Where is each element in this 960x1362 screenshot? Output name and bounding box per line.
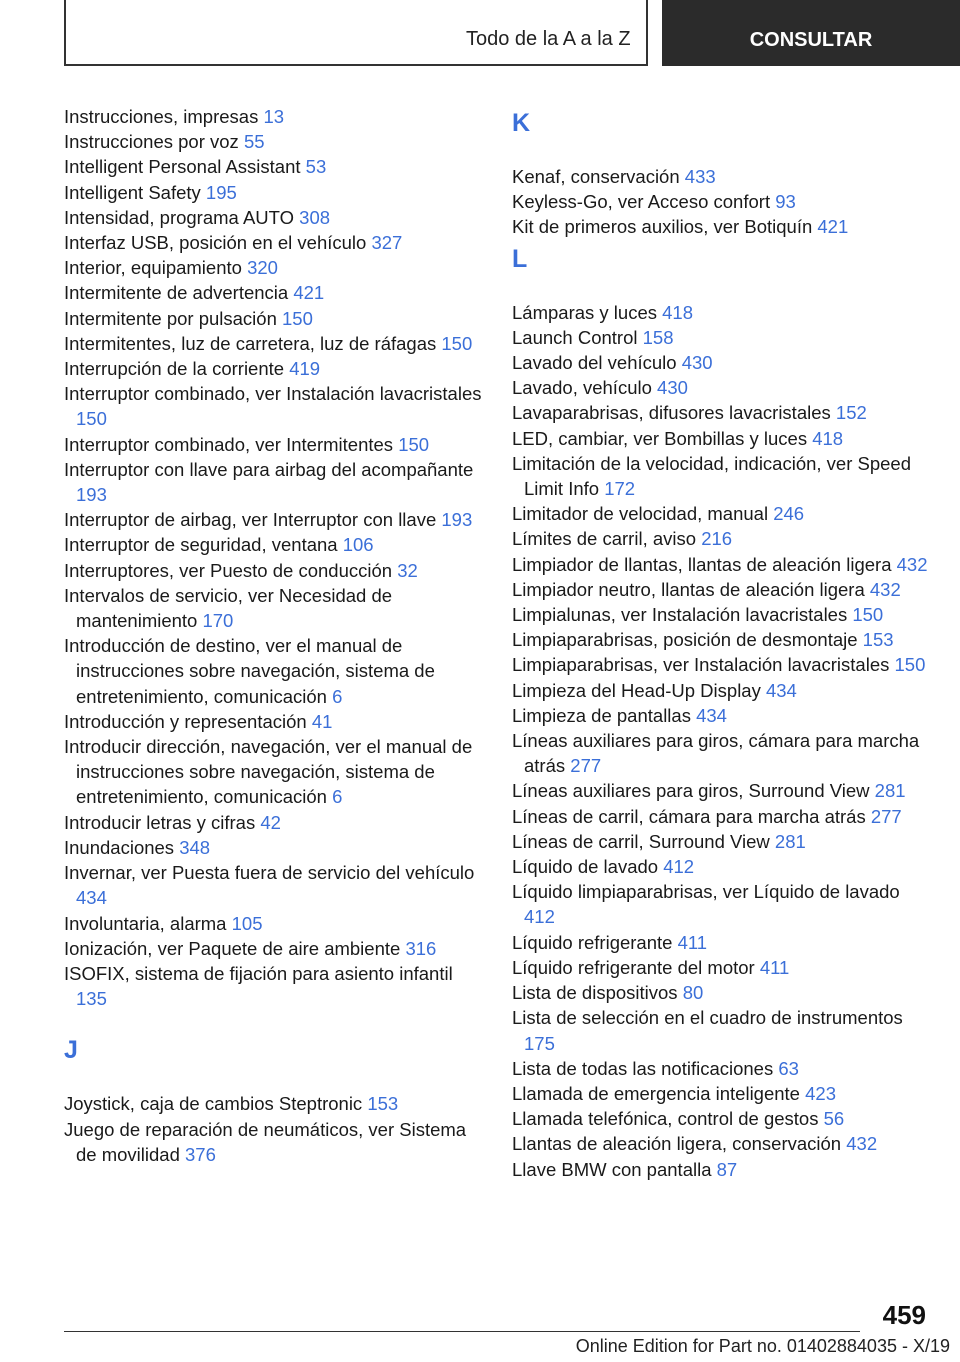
index-entry-text: LED, cambiar, ver Bombillas y luces — [512, 427, 808, 449]
index-entry-text: Interfaz USB, posición en el vehículo — [64, 232, 367, 254]
index-entry-text: Kenaf, conservación — [512, 166, 680, 187]
index-entry-text: Intermitentes, luz de carretera, luz de ráfagas — [64, 332, 437, 354]
index-entry-text: Keyless-Go, ver Acceso confort — [512, 191, 771, 213]
index-entry-page-link[interactable]: 432 — [869, 578, 901, 600]
index-entry-text: Llamada de emergencia inteligente — [512, 1082, 800, 1104]
index-entry-text: Introducir letras y cifras — [64, 811, 256, 833]
index-entry-text: Juego de reparación de neumáticos, ver Sistema de movilidad — [64, 1118, 467, 1165]
index-entry-page-link[interactable]: 423 — [805, 1082, 836, 1104]
index-entry-text: Inundaciones — [64, 836, 175, 858]
index-entry — [64, 860, 484, 910]
index-entry — [64, 734, 484, 810]
index-entry-page-link[interactable]: 411 — [677, 931, 708, 953]
index-entry-page-link[interactable]: 41 — [311, 710, 333, 732]
index-entry-page-link[interactable]: 53 — [305, 156, 327, 178]
index-entry-text: Lista de dispositivos — [512, 982, 678, 1004]
index-entry-text: Instrucciones por voz — [64, 131, 239, 153]
index-entry — [64, 154, 484, 179]
index-entry — [64, 356, 484, 381]
index-entry — [512, 189, 932, 214]
index-entry-page-link[interactable]: 419 — [289, 358, 321, 380]
index-entry — [64, 532, 484, 557]
index-entry — [64, 457, 484, 507]
index-letter-heading: J — [64, 1036, 78, 1065]
index-entry-text: Introducción de destino, ver el manual de instrucciones sobre navegación, sistema de entretenimiento, comunicación — [64, 635, 435, 707]
index-entry-text: Introducción y representación — [64, 710, 307, 732]
index-entry — [512, 778, 932, 803]
index-entry — [512, 854, 932, 879]
index-entry-page-link[interactable]: 327 — [371, 232, 403, 254]
index-entry-page-link[interactable]: 172 — [604, 478, 636, 500]
index-entry-page-link[interactable]: 170 — [202, 610, 234, 632]
index-column-right — [512, 104, 932, 1182]
index-entry — [512, 526, 932, 551]
index-entry-text: Limpiador de llantas, llantas de aleación ligera — [512, 553, 892, 575]
index-entry-page-link[interactable]: 150 — [894, 654, 926, 676]
tab-consultar-label: CONSULTAR — [749, 28, 873, 51]
index-entry-text: Limpieza del Head-Up Display — [512, 679, 761, 701]
index-entry-text: Limpiaparabrisas, posición de desmontaje — [512, 629, 858, 651]
index-entry-page-link[interactable]: 432 — [846, 1133, 878, 1155]
index-entry-page-link[interactable]: 434 — [76, 887, 107, 909]
index-letter-heading: L — [512, 244, 528, 273]
index-entry-text: Interruptor de airbag, ver Interruptor con llave — [64, 509, 437, 531]
index-entry-text: Involuntaria, alarma — [64, 912, 227, 934]
index-entry — [512, 804, 932, 829]
index-entry-page-link[interactable]: 277 — [570, 755, 602, 777]
index-entry-text: Líquido refrigerante — [512, 931, 673, 953]
index-entry — [512, 214, 932, 239]
page-number: 459 — [882, 1300, 926, 1330]
index-entry-page-link[interactable]: 411 — [759, 956, 790, 978]
index-entry — [64, 835, 484, 860]
index-entry-page-link[interactable]: 135 — [76, 988, 107, 1010]
index-entry-text: Líneas de carril, Surround View — [512, 830, 770, 852]
index-entry-page-link[interactable]: 150 — [282, 307, 313, 329]
index-entry — [64, 104, 484, 129]
index-entry-page-link[interactable]: 55 — [243, 131, 265, 153]
index-entry — [64, 205, 484, 230]
index-entry-text: Líquido de lavado — [512, 856, 659, 878]
index-entry — [512, 678, 932, 703]
index-entry-text: Llantas de aleación ligera, conservación — [512, 1133, 842, 1155]
index-entry-page-link[interactable]: 158 — [642, 326, 674, 348]
index-entry — [512, 451, 932, 501]
index-entry-text: Intermitente de advertencia — [64, 282, 289, 304]
index-entry-page-link[interactable]: 106 — [342, 534, 374, 556]
index-entry — [64, 911, 484, 936]
index-entry-page-link[interactable]: 412 — [524, 906, 555, 928]
index-entry-page-link[interactable]: 56 — [823, 1108, 845, 1130]
index-entry — [64, 810, 484, 835]
index-entry — [64, 255, 484, 280]
index-entry-page-link[interactable]: 246 — [773, 503, 805, 525]
index-entry — [64, 331, 484, 356]
index-entry-text: Lavado, vehículo — [512, 377, 652, 399]
index-entry-text: Interior, equipamiento — [64, 257, 242, 279]
index-entry — [512, 930, 932, 955]
index-entry-page-link[interactable]: 150 — [76, 408, 107, 430]
index-entry-page-link[interactable]: 42 — [260, 811, 281, 833]
index-letter-heading: K — [512, 109, 531, 137]
index-entry-text: Lista de todas las notificaciones — [512, 1057, 774, 1079]
index-entry-page-link[interactable]: 432 — [896, 553, 928, 575]
index-entry-text: Ionización, ver Paquete de aire ambiente — [64, 937, 401, 959]
index-entry — [512, 300, 932, 325]
index-entry-page-link[interactable]: 421 — [293, 282, 325, 304]
index-entry-text: Limpieza de pantallas — [512, 704, 691, 726]
index-entry-page-link[interactable]: 277 — [870, 805, 902, 827]
index-entry — [512, 829, 932, 854]
index-entry-text: Launch Control — [512, 326, 638, 348]
index-entry-page-link[interactable]: 434 — [696, 704, 727, 726]
index-entry-text: Lavado del vehículo — [512, 352, 677, 374]
index-entry — [512, 325, 932, 350]
index-entry-text: Intensidad, programa AUTO — [64, 206, 295, 228]
index-entry-page-link[interactable]: 80 — [682, 982, 704, 1004]
index-entry — [512, 375, 932, 400]
index-entry — [512, 426, 932, 451]
index-entry-page-link[interactable]: 412 — [663, 856, 695, 878]
index-entry-text: Limpiaparabrisas, ver Instalación lavacristales — [512, 654, 890, 676]
index-entry-text: Lavaparabrisas, difusores lavacristales — [512, 402, 831, 424]
index-entry-page-link[interactable]: 13 — [263, 106, 285, 127]
header-border-bottom — [64, 64, 648, 66]
index-entry-text: Líneas auxiliares para giros, cámara para marcha atrás — [512, 730, 920, 777]
index-entry-page-link[interactable]: 153 — [367, 1093, 399, 1115]
index-column-left — [64, 104, 484, 1167]
index-entry — [512, 955, 932, 980]
footer-edition: Online Edition for Part no. 01402884035 - X/19 — [575, 1336, 950, 1356]
index-entry-page-link[interactable]: 421 — [817, 216, 849, 238]
index-entry-page-link[interactable]: 150 — [398, 433, 430, 455]
index-entry-page-link[interactable]: 216 — [701, 528, 733, 550]
index-entry — [512, 980, 932, 1005]
index-entry — [512, 1157, 932, 1182]
index-entry-text: Intermitente por pulsación — [64, 307, 277, 329]
index-entry-text: Interruptor con llave para airbag del acompañante — [64, 458, 474, 480]
index-entry-page-link[interactable]: 63 — [778, 1057, 799, 1079]
index-entry — [512, 577, 932, 602]
index-entry — [64, 558, 484, 583]
index-entry-text: Llave BMW con pantalla — [512, 1158, 712, 1180]
index-entry — [64, 961, 484, 1011]
index-entry — [512, 879, 932, 929]
index-entry — [64, 129, 484, 154]
index-entry — [64, 280, 484, 305]
index-entry-text: Instrucciones, impresas — [64, 106, 259, 127]
index-entry-text: Interruptor combinado, ver Instalación lavacristales — [64, 383, 482, 405]
index-entry-text: Líquido refrigerante del motor — [512, 956, 755, 978]
index-entry-text: Lámparas y luces — [512, 301, 657, 323]
index-entry — [512, 602, 932, 627]
index-entry — [512, 703, 932, 728]
index-entry — [512, 1005, 932, 1055]
index-entry-page-link[interactable]: 418 — [812, 427, 844, 449]
index-entry-text: Intelligent Personal Assistant — [64, 156, 301, 178]
index-entry-page-link[interactable]: 430 — [657, 377, 688, 399]
index-entry-text: Líneas auxiliares para giros, Surround View — [512, 780, 870, 802]
index-entry-page-link[interactable]: 152 — [835, 402, 867, 424]
index-entry-page-link[interactable]: 93 — [775, 191, 796, 213]
index-entry-text: Invernar, ver Puesta fuera de servicio del vehículo — [64, 862, 475, 884]
index-entry-text: Kit de primeros auxilios, ver Botiquín — [512, 216, 813, 238]
index-entry-page-link[interactable]: 175 — [524, 1032, 555, 1054]
index-entry-page-link[interactable]: 418 — [662, 301, 693, 323]
index-entry — [64, 180, 484, 205]
index-entry-page-link[interactable]: 320 — [247, 257, 278, 279]
index-entry-text: Lista de selección en el cuadro de instrumentos — [512, 1007, 903, 1029]
index-entry — [64, 381, 484, 431]
index-entry — [512, 350, 932, 375]
index-entry-page-link[interactable]: 434 — [765, 679, 797, 701]
index-entry — [64, 709, 484, 734]
index-entry — [512, 1056, 932, 1081]
index-entry-text: Líquido limpiaparabrisas, ver Líquido de lavado — [512, 881, 900, 903]
index-entry-page-link[interactable]: 105 — [231, 912, 263, 934]
index-entry-page-link[interactable]: 376 — [185, 1143, 216, 1165]
index-entry — [64, 633, 484, 709]
index-entry — [512, 728, 932, 778]
index-entry — [64, 507, 484, 532]
index-entry — [512, 1131, 932, 1156]
index-entry-page-link[interactable]: 193 — [76, 484, 107, 506]
index-entry-page-link[interactable]: 281 — [774, 830, 806, 852]
tab-consultar[interactable] — [662, 0, 960, 66]
index-entry — [64, 583, 484, 633]
index-entry-page-link[interactable]: 308 — [299, 206, 331, 228]
index-entry — [64, 1091, 484, 1116]
index-entry-page-link[interactable]: 6 — [332, 786, 343, 808]
index-entry-page-link[interactable]: 316 — [405, 937, 437, 959]
index-entry-page-link[interactable]: 195 — [205, 181, 237, 203]
header-divider — [646, 0, 648, 66]
index-entry-page-link[interactable]: 153 — [862, 629, 894, 651]
index-entry-page-link[interactable]: 433 — [684, 166, 716, 187]
index-entry-text: Interrupción de la corriente — [64, 358, 285, 380]
index-entry-text: Interruptor combinado, ver Intermitentes — [64, 433, 394, 455]
index-entry-text: Joystick, caja de cambios Steptronic — [64, 1093, 363, 1115]
index-entry — [64, 936, 484, 961]
index-entry-page-link[interactable]: 150 — [852, 604, 884, 626]
index-entry-text: Introducir dirección, navegación, ver el manual de instrucciones sobre navegación, sistema de entretenimiento, comunicación — [64, 736, 473, 808]
index-entry-page-link[interactable]: 193 — [441, 509, 473, 531]
index-entry — [64, 1117, 484, 1167]
index-entry-text: Interruptor de seguridad, ventana — [64, 534, 338, 556]
index-entry-text: Llamada telefónica, control de gestos — [512, 1108, 819, 1130]
index-entry-text: Limitación de la velocidad, indicación, ver Speed Limit Info — [512, 452, 912, 500]
index-entry — [512, 501, 932, 526]
index-entry — [512, 627, 932, 652]
index-entry — [512, 164, 932, 189]
index-entry — [512, 652, 932, 677]
index-entry — [512, 400, 932, 425]
footer-divider — [64, 1331, 860, 1332]
index-entry — [512, 1106, 932, 1131]
index-entry-page-link[interactable]: 87 — [716, 1158, 738, 1180]
index-entry-page-link[interactable]: 6 — [332, 685, 343, 707]
index-entry — [512, 1081, 932, 1106]
index-entry — [64, 230, 484, 255]
index-entry-text: Límites de carril, aviso — [512, 528, 697, 550]
index-entry — [64, 306, 484, 331]
section-title: Todo de la A a la Z — [466, 28, 631, 50]
index-entry-page-link[interactable]: 348 — [179, 836, 211, 858]
index-entry-text: ISOFIX, sistema de fijación para asiento infantil — [64, 962, 453, 984]
index-entry-text: Interruptores, ver Puesto de conducción — [64, 559, 393, 581]
index-entry-page-link[interactable]: 32 — [397, 559, 418, 581]
index-entry-page-link[interactable]: 281 — [874, 780, 906, 802]
index-entry-page-link[interactable]: 150 — [441, 332, 473, 354]
index-entry — [64, 432, 484, 457]
index-entry — [512, 552, 932, 577]
header-border-left — [64, 0, 66, 66]
index-entry-text: Limpiador neutro, llantas de aleación ligera — [512, 578, 865, 600]
index-entry-text: Limitador de velocidad, manual — [512, 503, 769, 525]
index-entry-text: Limpialunas, ver Instalación lavacristales — [512, 604, 848, 626]
index-entry-text: Líneas de carril, cámara para marcha atrás — [512, 805, 866, 827]
index-entry-text: Intervalos de servicio, ver Necesidad de mantenimiento — [64, 584, 393, 632]
index-entry-page-link[interactable]: 430 — [681, 352, 713, 374]
index-entry-text: Intelligent Safety — [64, 181, 201, 203]
